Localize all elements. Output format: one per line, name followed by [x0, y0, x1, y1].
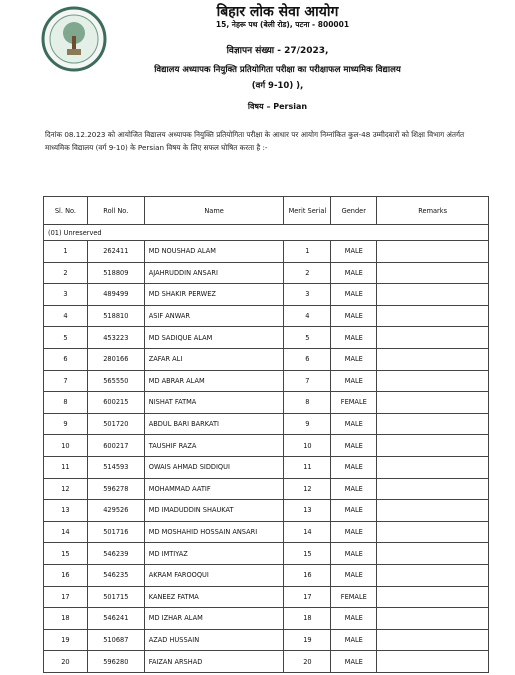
table-row [44, 348, 489, 370]
cell-sl-no: 12 [44, 478, 88, 500]
cell-sl-no: 14 [44, 521, 88, 543]
table-row [44, 327, 489, 349]
cell-merit-serial: 3 [284, 284, 331, 306]
result-table [43, 196, 489, 673]
cell-gender: MALE [331, 564, 377, 586]
cell-sl-no: 10 [44, 435, 88, 457]
cell-sl-no: 20 [44, 651, 88, 673]
org-address: 15, नेहरू पथ (बेली रोड), पटना - 800001 [215, 20, 350, 29]
cell-gender: MALE [331, 413, 377, 435]
cell-sl-no: 8 [44, 392, 88, 414]
cell-remarks [377, 348, 489, 370]
advertisement-number: विज्ञापन संख्या - 27/2023, [226, 46, 329, 56]
cell-name: AZAD HUSSAIN [144, 629, 284, 651]
cell-roll-no: 600215 [87, 392, 144, 414]
cell-roll-no: 518810 [87, 305, 144, 327]
cell-gender: MALE [331, 435, 377, 457]
cell-gender: MALE [331, 608, 377, 630]
cell-merit-serial: 1 [284, 241, 331, 263]
cell-name: ASIF ANWAR [144, 305, 284, 327]
cell-merit-serial: 18 [284, 608, 331, 630]
cell-merit-serial: 10 [284, 435, 331, 457]
org-name: बिहार लोक सेवा आयोग [216, 4, 339, 20]
table-row [44, 305, 489, 327]
table-row [44, 413, 489, 435]
cell-roll-no: 596278 [87, 478, 144, 500]
cell-name: MOHAMMAD AATIF [144, 478, 284, 500]
cell-sl-no: 2 [44, 262, 88, 284]
cell-sl-no: 18 [44, 608, 88, 630]
cell-gender: MALE [331, 500, 377, 522]
header-name: Name [144, 197, 284, 225]
category-label: (01) Unreserved [44, 225, 489, 241]
cell-merit-serial: 11 [284, 456, 331, 478]
cell-sl-no: 11 [44, 456, 88, 478]
cell-sl-no: 4 [44, 305, 88, 327]
cell-name: FAIZAN ARSHAD [144, 651, 284, 673]
cell-merit-serial: 13 [284, 500, 331, 522]
table-row [44, 284, 489, 306]
cell-merit-serial: 5 [284, 327, 331, 349]
cell-roll-no: 501715 [87, 586, 144, 608]
table-row [44, 262, 489, 284]
cell-sl-no: 3 [44, 284, 88, 306]
cell-merit-serial: 7 [284, 370, 331, 392]
cell-roll-no: 565550 [87, 370, 144, 392]
cell-name: OWAIS AHMAD SIDDIQUI [144, 456, 284, 478]
cell-roll-no: 453223 [87, 327, 144, 349]
cell-sl-no: 13 [44, 500, 88, 522]
cell-merit-serial: 2 [284, 262, 331, 284]
cell-remarks [377, 327, 489, 349]
cell-gender: MALE [331, 305, 377, 327]
cell-remarks [377, 608, 489, 630]
cell-name: MD SADIQUE ALAM [144, 327, 284, 349]
cell-merit-serial: 15 [284, 543, 331, 565]
cell-name: KANEEZ FATMA [144, 586, 284, 608]
cell-merit-serial: 4 [284, 305, 331, 327]
cell-name: MD SHAKIR PERWEZ [144, 284, 284, 306]
cell-roll-no: 501720 [87, 413, 144, 435]
cell-sl-no: 16 [44, 564, 88, 586]
intro-paragraph: दिनांक 08.12.2023 को आयोजित विद्यालय अध्यापक नियुक्ति प्रतियोगिता परीक्षा के आधार पर आयोग निम्नांकित कुल-48 उम्मीदवारों को शिक्षा विभाग अंतर्गत माध्यमिक विद्यालय (वर्ग 9-10) के Persian विषय के लिए सफल घोषित करता है :- [45, 130, 465, 152]
table-row [44, 392, 489, 414]
cell-remarks [377, 651, 489, 673]
cell-roll-no: 262411 [87, 241, 144, 263]
cell-name: MD MOSHAHID HOSSAIN ANSARI [144, 521, 284, 543]
cell-gender: MALE [331, 348, 377, 370]
cell-roll-no: 546241 [87, 608, 144, 630]
cell-roll-no: 546235 [87, 564, 144, 586]
table-row [44, 478, 489, 500]
cell-remarks [377, 586, 489, 608]
table-row [44, 629, 489, 651]
cell-gender: MALE [331, 327, 377, 349]
cell-remarks [377, 284, 489, 306]
cell-remarks [377, 370, 489, 392]
table-row [44, 586, 489, 608]
cell-roll-no: 429526 [87, 500, 144, 522]
cell-remarks [377, 543, 489, 565]
header-roll-no: Roll No. [87, 197, 144, 225]
cell-sl-no: 19 [44, 629, 88, 651]
cell-sl-no: 17 [44, 586, 88, 608]
exam-title: विद्यालय अध्यापक नियुक्ति प्रतियोगिता परीक्षा का परीक्षाफल माध्यमिक विद्यालय [154, 65, 401, 75]
cell-remarks [377, 435, 489, 457]
cell-remarks [377, 500, 489, 522]
cell-roll-no: 489499 [87, 284, 144, 306]
cell-gender: MALE [331, 241, 377, 263]
table-row [44, 370, 489, 392]
cell-merit-serial: 17 [284, 586, 331, 608]
cell-gender: MALE [331, 478, 377, 500]
cell-merit-serial: 6 [284, 348, 331, 370]
cell-gender: MALE [331, 651, 377, 673]
cell-name: MD IMADUDDIN SHAUKAT [144, 500, 284, 522]
cell-gender: MALE [331, 543, 377, 565]
table-row [44, 241, 489, 263]
cell-merit-serial: 14 [284, 521, 331, 543]
cell-roll-no: 518809 [87, 262, 144, 284]
cell-remarks [377, 262, 489, 284]
cell-roll-no: 501716 [87, 521, 144, 543]
cell-remarks [377, 564, 489, 586]
cell-roll-no: 600217 [87, 435, 144, 457]
cell-name: AKRAM FAROOQUI [144, 564, 284, 586]
cell-merit-serial: 8 [284, 392, 331, 414]
cell-name: MD IZHAR ALAM [144, 608, 284, 630]
cell-name: MD NOUSHAD ALAM [144, 241, 284, 263]
cell-remarks [377, 392, 489, 414]
cell-gender: MALE [331, 284, 377, 306]
cell-sl-no: 15 [44, 543, 88, 565]
cell-gender: MALE [331, 262, 377, 284]
header-gender: Gender [331, 197, 377, 225]
cell-remarks [377, 305, 489, 327]
cell-name: MD IMTIYAZ [144, 543, 284, 565]
table-row [44, 608, 489, 630]
table-row [44, 500, 489, 522]
cell-sl-no: 1 [44, 241, 88, 263]
cell-roll-no: 510687 [87, 629, 144, 651]
cell-name: ABDUL BARI BARKATI [144, 413, 284, 435]
cell-merit-serial: 16 [284, 564, 331, 586]
cell-name: TAUSHIF RAZA [144, 435, 284, 457]
cell-name: MD ABRAR ALAM [144, 370, 284, 392]
table-row [44, 435, 489, 457]
cell-name: ZAFAR ALI [144, 348, 284, 370]
cell-roll-no: 596280 [87, 651, 144, 673]
header-merit-serial: Merit Serial [284, 197, 331, 225]
cell-merit-serial: 12 [284, 478, 331, 500]
table-row [44, 456, 489, 478]
cell-name: NISHAT FATMA [144, 392, 284, 414]
cell-remarks [377, 413, 489, 435]
cell-gender: MALE [331, 521, 377, 543]
cell-remarks [377, 629, 489, 651]
header-sl-no: Sl. No. [44, 197, 88, 225]
subject-line: विषय – Persian [247, 102, 308, 111]
table-header-row [44, 197, 489, 225]
cell-sl-no: 9 [44, 413, 88, 435]
cell-remarks [377, 521, 489, 543]
header-remarks: Remarks [377, 197, 489, 225]
cell-merit-serial: 19 [284, 629, 331, 651]
table-row [44, 651, 489, 673]
cell-sl-no: 7 [44, 370, 88, 392]
cell-remarks [377, 456, 489, 478]
cell-merit-serial: 20 [284, 651, 331, 673]
category-row [44, 225, 489, 241]
cell-gender: FEMALE [331, 586, 377, 608]
class-range: (वर्ग 9-10) ), [251, 81, 304, 91]
cell-merit-serial: 9 [284, 413, 331, 435]
cell-gender: FEMALE [331, 392, 377, 414]
table-row [44, 521, 489, 543]
table-row [44, 543, 489, 565]
cell-roll-no: 514593 [87, 456, 144, 478]
cell-name: AJAHRUDDIN ANSARI [144, 262, 284, 284]
cell-remarks [377, 478, 489, 500]
cell-gender: MALE [331, 456, 377, 478]
cell-roll-no: 280166 [87, 348, 144, 370]
cell-gender: MALE [331, 370, 377, 392]
cell-roll-no: 546239 [87, 543, 144, 565]
cell-gender: MALE [331, 629, 377, 651]
cell-remarks [377, 241, 489, 263]
cell-sl-no: 6 [44, 348, 88, 370]
table-row [44, 564, 489, 586]
cell-sl-no: 5 [44, 327, 88, 349]
